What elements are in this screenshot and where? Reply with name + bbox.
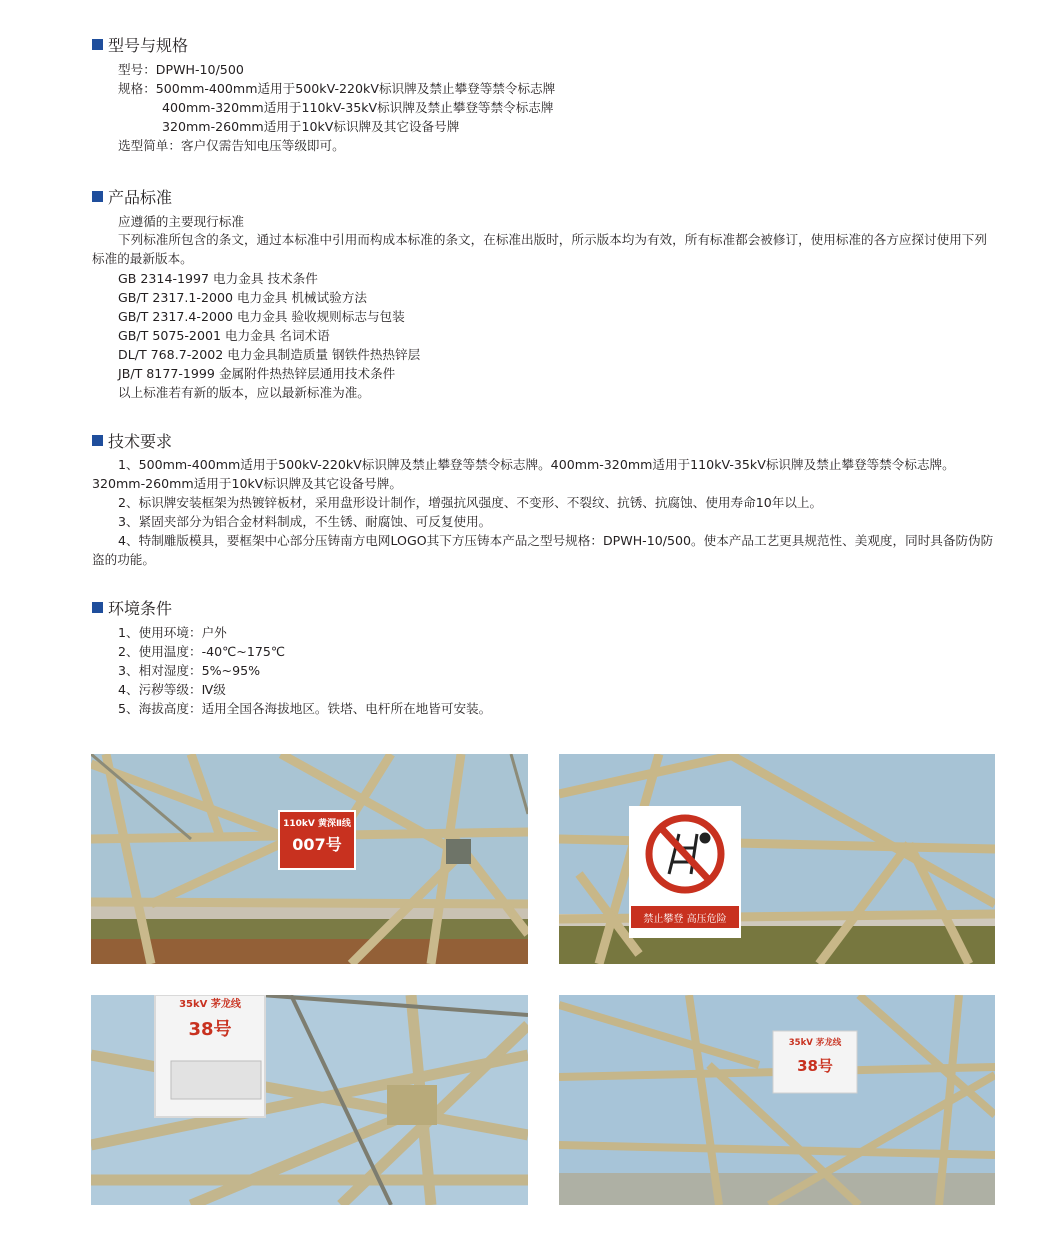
spec-line: 320mm-260mm适用于10kV标识牌及其它设备号牌: [162, 119, 460, 134]
sign-line1: 35kV 茅龙线: [179, 999, 241, 1010]
bullet-square-icon: [92, 435, 103, 446]
bullet-square-icon: [92, 191, 103, 202]
tech-paragraph-4: 4、特制雕版模具，要框架中心部分压铸南方电网LOGO其下方压铸本产品之型号规格：DPWH-10/500。使本产品工艺更具规范性、美观度，同时具备防伪防盗的功能。: [92, 533, 994, 567]
bullet-square-icon: [92, 602, 103, 613]
standard-intro: 应遵循的主要现行标准: [118, 214, 244, 229]
tower-photo-illustration: [91, 754, 528, 964]
env-line: 5、海拔高度：适用全国各海拔地区。铁塔、电杆所在地皆可安装。: [118, 701, 492, 716]
model-line: 型号：DPWH-10/500: [118, 62, 244, 77]
spec-line: 400mm-320mm适用于110kV-35kV标识牌及禁止攀登等禁令标志牌: [162, 100, 554, 115]
standard-item: GB 2314-1997 电力金具 技术条件: [118, 271, 318, 286]
tower-photo-illustration: [91, 995, 528, 1205]
env-line: 2、使用温度：-40℃~175℃: [118, 644, 286, 659]
tower-photo-illustration: [559, 995, 995, 1205]
photo-tower-sign-38-closeup: [91, 995, 528, 1205]
tech-paragraph-1: 1、500mm-400mm适用于500kV-220kV标识牌及禁止攀登等禁令标志牌。400mm-320mm适用于110kV-35kV标识牌及禁止攀登等禁令标志牌。320mm-260mm适用于10kV标识牌及其它设备号牌。: [92, 457, 955, 491]
sign-line2: 007号: [292, 835, 342, 854]
standard-item: GB/T 2317.4-2000 电力金具 验收规则标志与包装: [118, 309, 405, 324]
sign-line2: 38号: [797, 1057, 833, 1075]
standard-item: GB/T 5075-2001 电力金具 名词术语: [118, 328, 330, 343]
env-line: 3、相对湿度：5%~95%: [118, 663, 261, 678]
env-line: 4、污秽等级：Ⅳ级: [118, 682, 226, 697]
spec-line: 规格：500mm-400mm适用于500kV-220kV标识牌及禁止攀登等禁令标志牌: [118, 81, 556, 96]
section-title-env: 环境条件: [92, 596, 172, 618]
sign-line1: 35kV 茅龙线: [788, 1038, 842, 1048]
warning-sign-text: 禁止攀登 高压危险: [643, 914, 727, 925]
bullet-square-icon: [92, 39, 103, 50]
env-line: 1、使用环境：户外: [118, 625, 227, 640]
photo-tower-sign-38: [559, 995, 995, 1205]
standard-item: JB/T 8177-1999 金属附件热热锌层通用技术条件: [118, 366, 396, 381]
sign-line2: 38号: [188, 1019, 232, 1040]
section-title-standard: 产品标准: [92, 185, 172, 207]
sign-line1: 110kV 黄深Ⅱ线: [283, 819, 351, 829]
section-title-model: 型号与规格: [92, 33, 188, 55]
standard-paragraph: 下列标准所包含的条文，通过本标准中引用而构成本标准的条文，在标准出版时，所示版本均为有效，所有标准都会被修订，使用标准的各方应探讨使用下列标准的最新版本。: [92, 232, 987, 266]
standard-item: GB/T 2317.1-2000 电力金具 机械试验方法: [118, 290, 367, 305]
tower-photo-illustration: [559, 754, 995, 964]
standard-note: 以上标准若有新的版本，应以最新标准为准。: [118, 385, 370, 400]
photo-tower-sign-007: [91, 754, 528, 964]
tech-paragraph-2: 2、标识牌安装框架为热镀锌板材，采用盘形设计制作，增强抗风强度、不变形、不裂纹、抗锈、抗腐蚀、使用寿命10年以上。: [118, 495, 823, 510]
standard-item: DL/T 768.7-2002 电力金具制造质量 钢铁件热热锌层: [118, 347, 421, 362]
photo-tower-warning-sign: [559, 754, 995, 964]
tech-paragraph-3: 3、紧固夹部分为铝合金材料制成，不生锈、耐腐蚀、可反复使用。: [118, 514, 492, 529]
section-title-tech: 技术要求: [92, 429, 172, 451]
selection-line: 选型简单：客户仅需告知电压等级即可。: [118, 138, 345, 153]
